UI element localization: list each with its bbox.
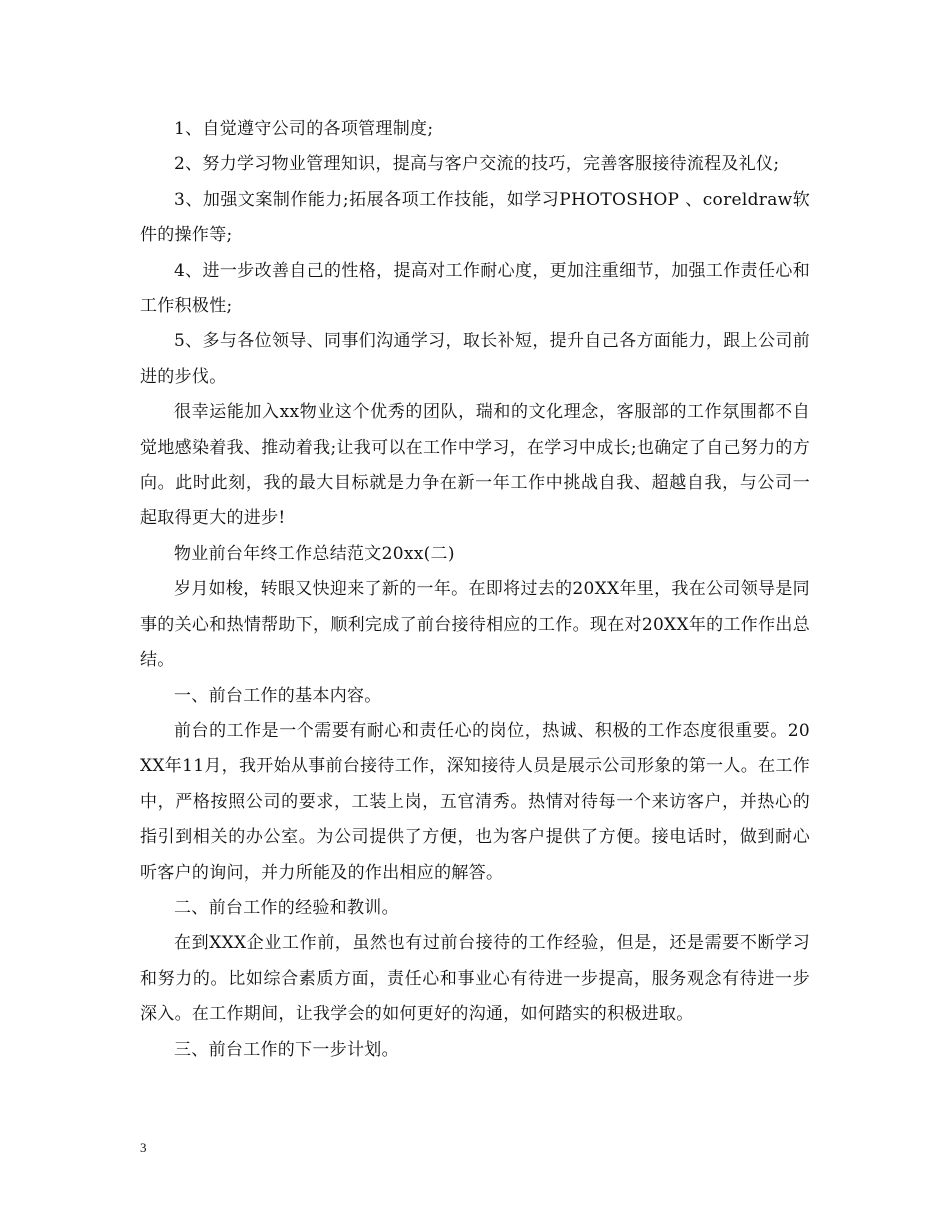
- paragraph-conclusion: 很幸运能加入xx物业这个优秀的团队，瑞和的文化理念，客服部的工作氛围都不自觉地感染着我、推动着我;让我可以在工作中学习，在学习中成长;也确定了自己努力的方向。此时此刻，我的最大目标就是力争在新一年工作中挑战自我、超越自我，与公司一起取得更大的进步!: [140, 402, 810, 529]
- heading-basic-content: 一、前台工作的基本内容。: [174, 685, 382, 706]
- paragraph-basic-content: 前台的工作是一个需要有耐心和责任心的岗位，热诚、积极的工作态度很重要。20XX年11月，我开始从事前台接待工作，深知接待人员是展示公司形象的第一人。在工作中，严格按照公司的要求，工装上岗，五官清秀。热情对待每一个来访客户，并热心的指引到相关的办公室。为公司提供了方便，也为客户提供了方便。接电话时，做到耐心听客户的询问，并力所能及的作出相应的解答。: [140, 720, 810, 883]
- document-body: [140, 112, 810, 1068]
- page-number: 3: [140, 1140, 147, 1155]
- paragraph-rule-3: 3、加强文案制作能力;拓展各项工作技能，如学习PHOTOSHOP 、coreldraw软件的操作等;: [140, 189, 810, 246]
- paragraph-rule-2: 2、努力学习物业管理知识，提高与客户交流的技巧，完善客服接待流程及礼仪;: [174, 154, 780, 175]
- heading-experience: 二、前台工作的经验和教训。: [174, 897, 399, 918]
- paragraph-experience: 在到XXX企业工作前，虽然也有过前台接待的工作经验，但是，还是需要不断学习和努力的。比如综合素质方面，责任心和事业心有待进一步提高，服务观念有待进一步深入。在工作期间，让我学会的如何更好的沟通，如何踏实的积极进取。: [140, 933, 810, 1025]
- heading-next-plan: 三、前台工作的下一步计划。: [174, 1039, 399, 1060]
- section-title: 物业前台年终工作总结范文20xx(二): [174, 543, 455, 564]
- paragraph-intro: 岁月如梭，转眼又快迎来了新的一年。在即将过去的20XX年里，我在公司领导是同事的关心和热情帮助下，顺利完成了前台接待相应的工作。现在对20XX年的工作作出总结。: [140, 579, 810, 671]
- paragraph-rule-1: 1、自觉遵守公司的各项管理制度;: [174, 119, 434, 139]
- paragraph-rule-4: 4、进一步改善自己的性格，提高对工作耐心度，更加注重细节，加强工作责任心和工作积极性;: [140, 260, 810, 317]
- paragraph-rule-5: 5、多与各位领导、同事们沟通学习，取长补短，提升自己各方面能力，跟上公司前进的步伐。: [140, 331, 810, 387]
